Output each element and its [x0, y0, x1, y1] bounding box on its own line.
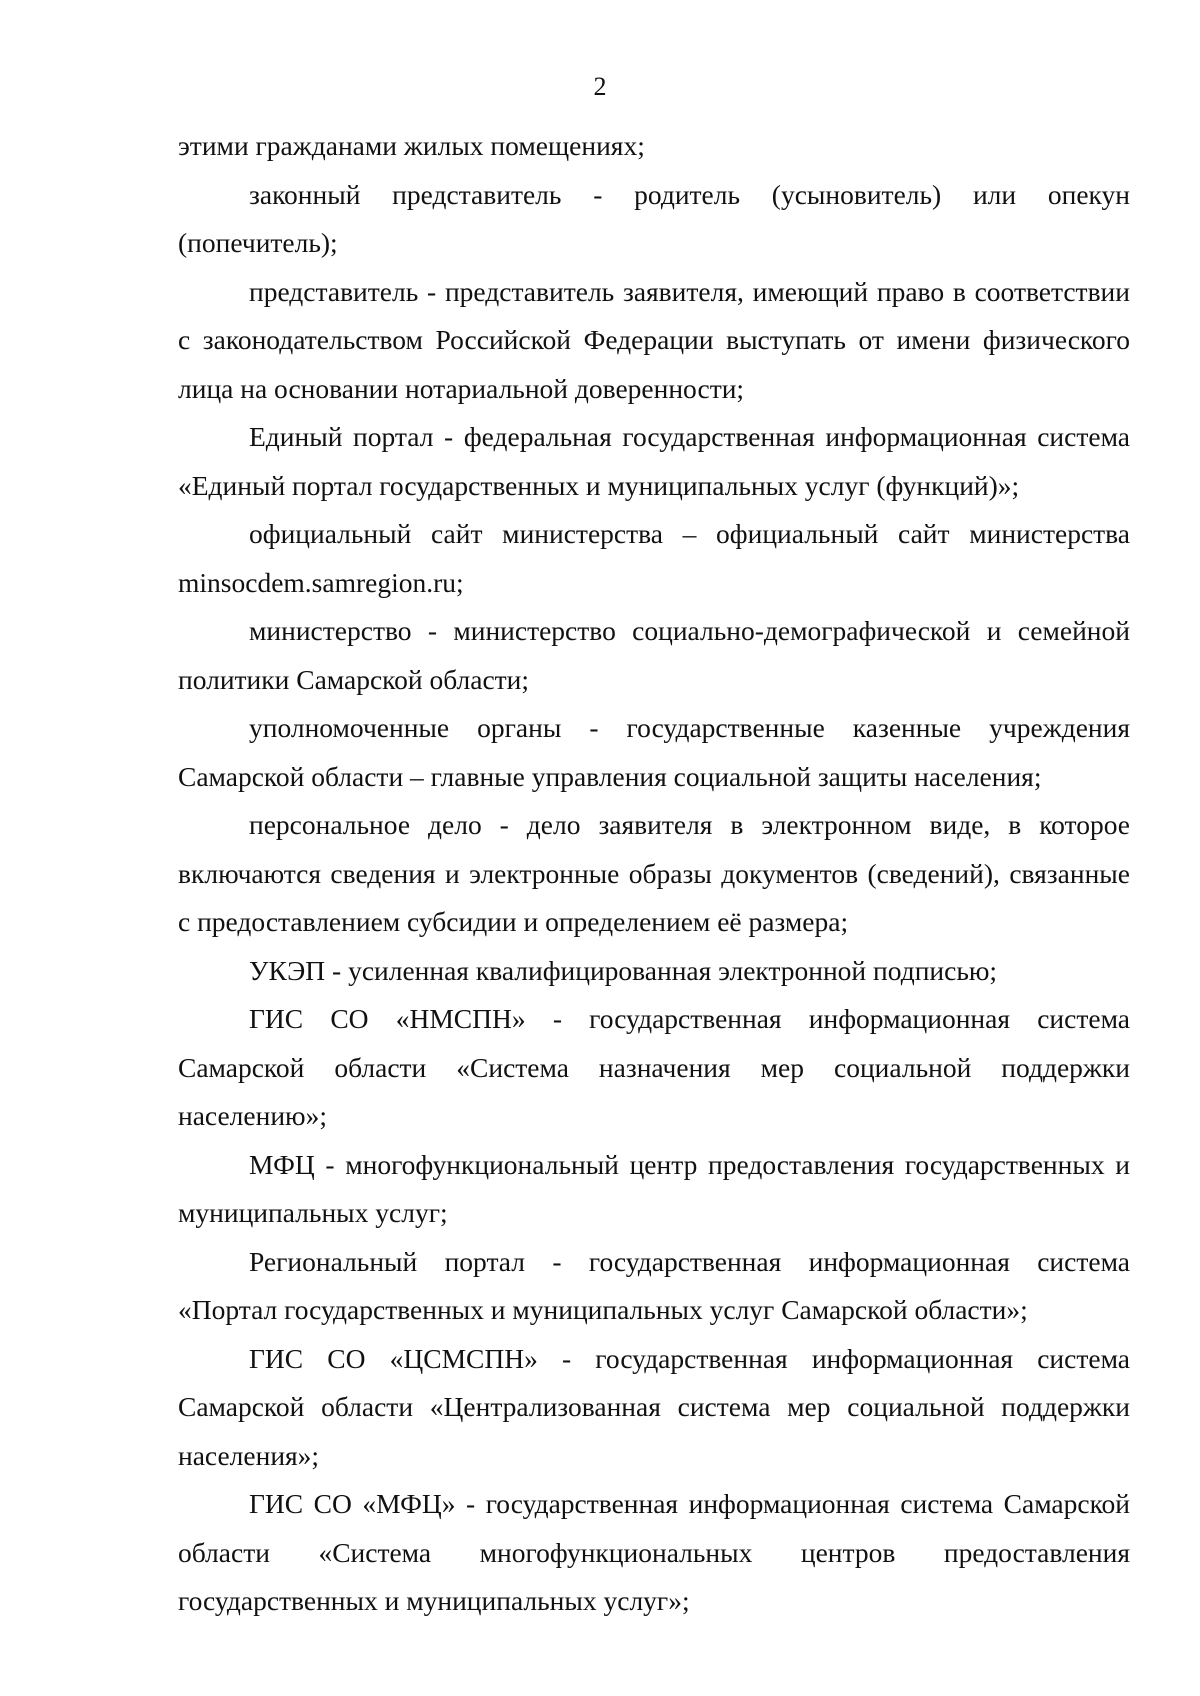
definition-personal-file: персональное дело - дело заявителя в электронном виде, в которое включаются сведения и электронные образы документов (сведений), связанные с предоставлением субсидии и определением её размера;: [178, 809, 1130, 937]
definition-unified-portal: Единый портал - федеральная государственная информационная система «Единый портал государственных и муниципальных услуг (функций)»;: [178, 421, 1130, 501]
definition-gis-csmspn: ГИС СО «ЦСМСПН» - государственная информационная система Самарской области «Централизованная система мер социальной поддержки населения»;: [178, 1342, 1130, 1471]
paragraph-continuation: этими гражданами жилых помещениях;: [178, 130, 645, 161]
definition-gis-nmspn: ГИС СО «НМСПН» - государственная информационная система Самарской области «Система назначения мер социальной поддержки населению»;: [178, 1003, 1130, 1131]
definition-regional-portal: Региональный портал - государственная информационная система «Портал государственных и муниципальных услуг Самарской области»;: [178, 1245, 1130, 1325]
definition-authorized-bodies: уполномоченные органы - государственные казенные учреждения Самарской области – главные управления социальной защиты населения;: [178, 712, 1130, 792]
document-body: [178, 122, 1130, 1626]
definition-mfc: МФЦ - многофункциональный центр предоставления государственных и муниципальных услуг;: [178, 1148, 1130, 1228]
definition-representative: представитель - представитель заявителя, имеющий право в соответствии с законодательством Российской Федерации выступать от имени физического лица на основании нотариальной доверенности;: [178, 275, 1130, 404]
definition-legal-representative: законный представитель - родитель (усыновитель) или опекун (попечитель);: [178, 178, 1130, 258]
definition-ministry: министерство - министерство социально-демографической и семейной политики Самарской области;: [178, 615, 1130, 695]
page-number: 2: [593, 72, 607, 101]
definition-ukep: УКЭП - усиленная квалифицированная электронной подписью;: [249, 954, 998, 986]
definition-gis-mfc: ГИС СО «МФЦ» - государственная информационная система Самарской области «Система многофункциональных центров предоставления государственных и муниципальных услуг»;: [178, 1488, 1130, 1616]
definition-official-site: официальный сайт министерства – официальный сайт министерства minsocdem.samregion.ru;: [178, 518, 1130, 598]
